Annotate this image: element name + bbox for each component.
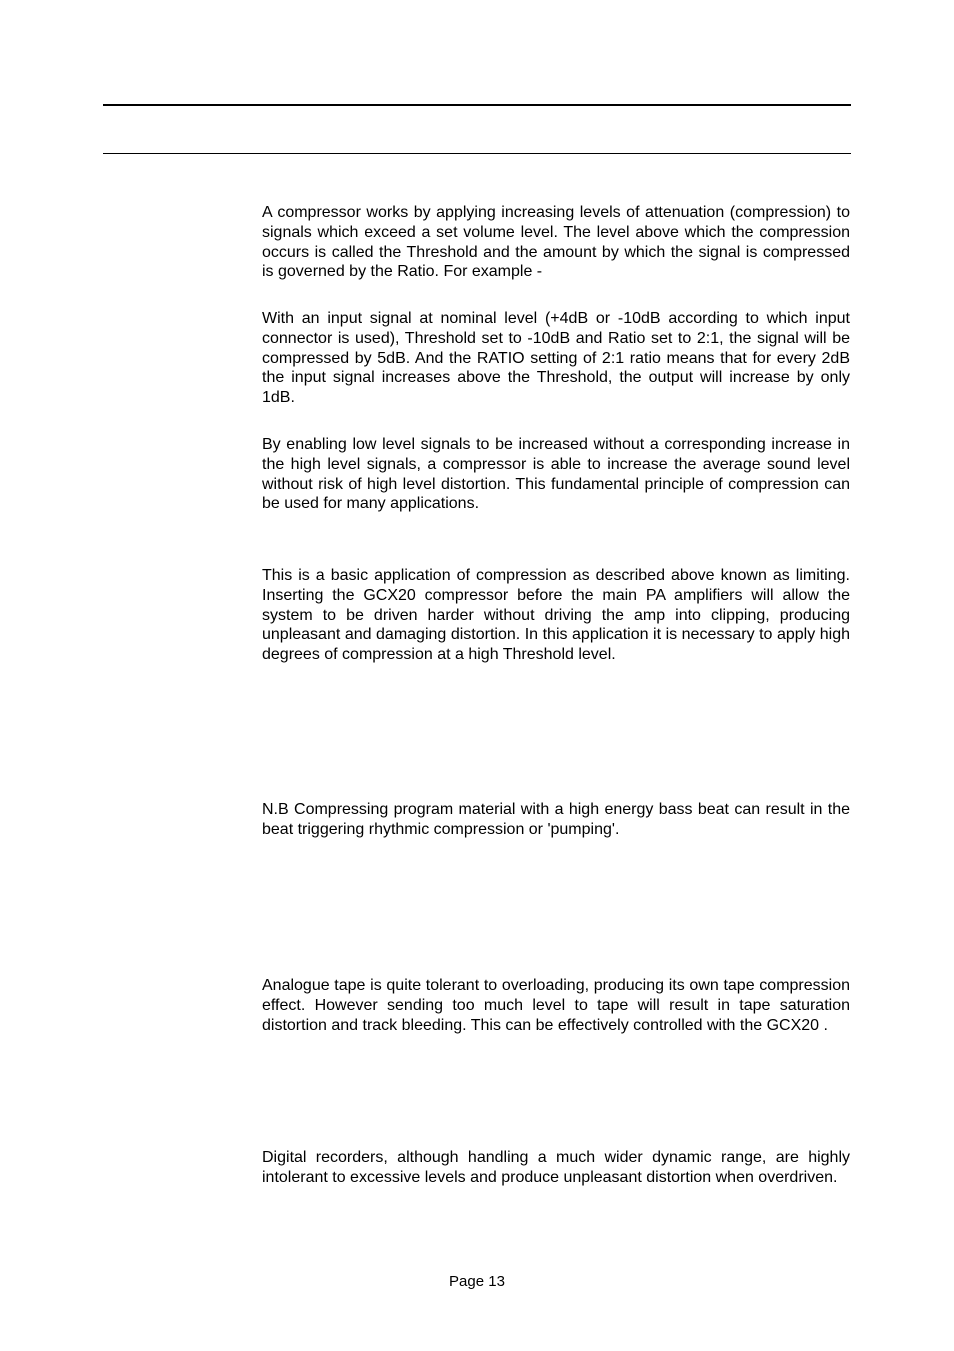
page-number: Page 13 [449,1273,505,1290]
header-rule-top [103,104,851,106]
paragraph-limiting: This is a basic application of compression as described above known as limiting. Inserting the GCX20 compressor before the main PA amplifiers will allow the system to be driven harder without driving the amp into clipping, producing unpleasant and damaging distortion. In this application it is necessary to apply high degrees of compression at a high Threshold level. [262,567,850,664]
header-rule-bottom [103,153,851,154]
paragraph-digital-recorders: Digital recorders, although handling a much wider dynamic range, are highly intolerant to excessive levels and produce unpleasant distortion when overdriven. [262,1149,850,1186]
paragraph-example: With an input signal at nominal level (+4dB or -10dB according to which input connector is used), Threshold set to -10dB and Ratio set to 2:1, the signal will be compressed by 5dB. And the RATIO setting of 2:1 ratio means that for every 2dB the input signal increases above the Threshold, the output will increase by only 1dB. [262,310,850,407]
paragraph-analogue-tape: Analogue tape is quite tolerant to overloading, producing its own tape compression effect. However sending too much level to tape will result in tape saturation distortion and track bleeding. This can be effectively controlled with the GCX20 . [262,977,850,1034]
paragraph-principle: By enabling low level signals to be increased without a corresponding increase in the high level signals, a compressor is able to increase the average sound level without risk of high level distortion. This fundamental principle of compression can be used for many applications. [262,436,850,513]
paragraph-compressor-intro: A compressor works by applying increasing levels of attenuation (compression) to signals which exceed a set volume level. The level above which the compression occurs is called the Threshold and the amount by which the signal is compressed is governed by the Ratio. For example - [262,204,850,281]
paragraph-note-pumping: N.B Compressing program material with a high energy bass beat can result in the beat triggering rhythmic compression or 'pumping'. [262,801,850,838]
